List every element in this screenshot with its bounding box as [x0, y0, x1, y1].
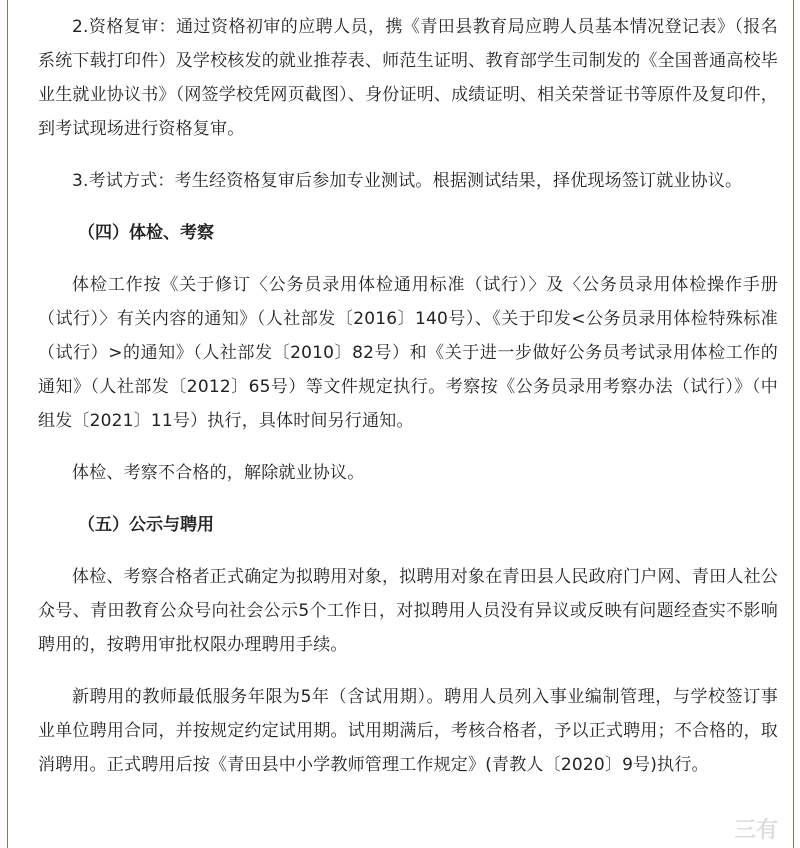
section-heading-publicity-hiring: （五）公示与聘用 — [78, 515, 214, 535]
section-heading-physical-exam: （四）体检、考察 — [78, 223, 214, 243]
article-body — [38, 10, 778, 800]
paragraph-exam-method: 3.考试方式：考生经资格复审后参加专业测试。根据测试结果，择优现场签订就业协议。 — [72, 171, 743, 191]
left-border-line — [7, 0, 8, 848]
paragraph-qualification-review: 2.资格复审：通过资格初审的应聘人员，携《青田县教育局应聘人员基本情况登记表》（报名系统下载打印件）及学校核发的就业推荐表、师范生证明、教育部学生司制发的《全国普通高校毕业生就业协议书》（网签学校凭网页截图）、身份证明、成绩证明、相关荣誉证书等原件及复印件，到考试现场进行资格复审。 — [38, 17, 778, 139]
paragraph-service-term: 新聘用的教师最低服务年限为5年（含试用期）。聘用人员列入事业编制管理，与学校签订事业单位聘用合同，并按规定约定试用期。试用期满后，考核合格者，予以正式聘用；不合格的，取消聘用。正式聘用后按《青田县中小学教师管理工作规定》(青教人〔2020〕9号)执行。 — [38, 687, 778, 775]
right-border-line — [793, 0, 794, 848]
paragraph-physical-exam-rules: 体检工作按《关于修订〈公务员录用体检通用标准（试行）〉及〈公务员录用体检操作手册（试行）〉有关内容的通知》（人社部发〔2016〕140号）、《关于印发<公务员录用体检特殊标准（试行）>的通知》（人社部发〔2010〕82号）和《关于进一步做好公务员考试录用体检工作的通知》（人社部发〔2012〕65号）等文件规定执行。考察按《公务员录用考察办法（试行）》（中组发〔2021〕11号）执行，具体时间另行通知。 — [38, 275, 778, 431]
paragraph-disqualification: 体检、考察不合格的，解除就业协议。 — [72, 463, 365, 483]
paragraph-publicity: 体检、考察合格者正式确定为拟聘用对象，拟聘用对象在青田县人民政府门户网、青田人社公众号、青田教育公众号向社会公示5个工作日，对拟聘用人员没有异议或反映有问题经查实不影响聘用的，按聘用审批权限办理聘用手续。 — [38, 567, 778, 655]
watermark-logo: 三有 — [733, 817, 778, 843]
